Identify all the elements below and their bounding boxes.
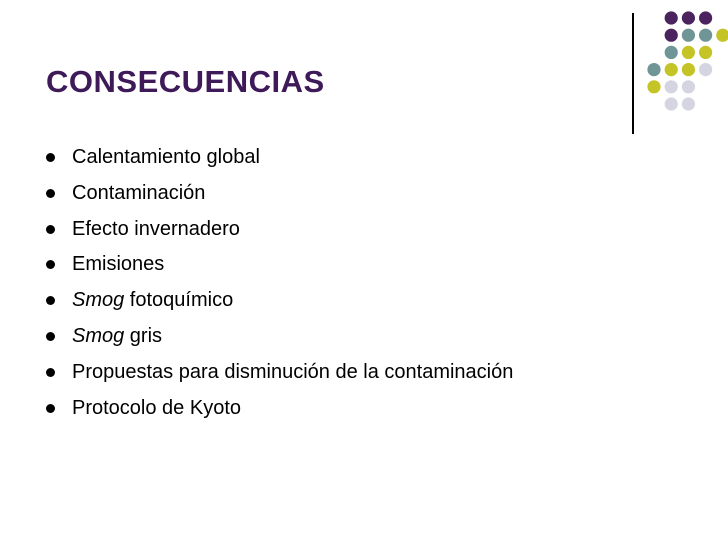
decorative-dot [647, 63, 660, 76]
bullet-text: Emisiones [72, 253, 165, 276]
decorative-dot [665, 63, 678, 76]
bullet-list [46, 142, 513, 428]
bullet-item [46, 393, 513, 429]
bullet-item [46, 285, 513, 321]
decorative-dot [682, 63, 695, 76]
bullet-dot-icon [46, 260, 55, 269]
bullet-italic-text: Smog [72, 324, 125, 347]
decorative-dot [682, 29, 695, 42]
bullet-dot-icon [46, 153, 55, 162]
bullet-italic-text: Smog [72, 289, 125, 312]
decorative-dot [716, 29, 728, 42]
decorative-dot [682, 46, 695, 59]
bullet-dot-icon [46, 225, 55, 234]
bullet-dot-icon [46, 368, 55, 377]
bullet-item [46, 249, 513, 285]
divider-line [632, 13, 634, 134]
decorative-dot [699, 63, 712, 76]
bullet-dot-icon [46, 296, 55, 305]
decorative-dot [665, 97, 678, 110]
bullet-text: Propuestas para disminución de la contaminación [72, 360, 514, 383]
decorative-dot [699, 11, 712, 24]
bullet-text: Contaminación [72, 181, 206, 204]
slide-title: CONSECUENCIAS [46, 64, 325, 99]
decorative-dot [665, 80, 678, 93]
decorative-dot [682, 11, 695, 24]
bullet-item [46, 214, 513, 250]
decorative-dot [682, 97, 695, 110]
bullet-text: fotoquímico [124, 289, 234, 312]
bullet-text: Efecto invernadero [72, 217, 240, 240]
decorative-dot [682, 80, 695, 93]
decorative-dot [665, 46, 678, 59]
bullet-dot-icon [46, 332, 55, 341]
bullet-item [46, 357, 513, 393]
decorative-dot [699, 29, 712, 42]
bullet-text: Protocolo de Kyoto [72, 396, 241, 419]
decorative-dot [665, 29, 678, 42]
bullet-dot-icon [46, 189, 55, 198]
decorative-dot [699, 46, 712, 59]
bullet-item [46, 178, 513, 214]
bullet-dot-icon [46, 404, 55, 413]
decorative-dot [647, 80, 660, 93]
bullet-item [46, 142, 513, 178]
bullet-text: Calentamiento global [72, 146, 260, 168]
bullet-text: gris [124, 324, 163, 347]
bullet-item [46, 321, 513, 357]
decorative-dot [665, 11, 678, 24]
